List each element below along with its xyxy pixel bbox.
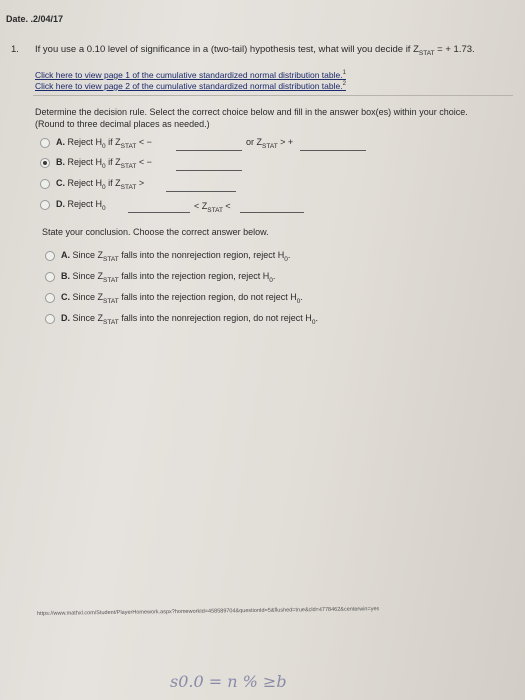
decision-option-d-between: < $Z_{STAT}$ <: [194, 201, 231, 214]
conclusion-radio-b[interactable]: [45, 272, 55, 282]
table-link-page-1[interactable]: Click here to view page 1 of the cumulative standardized normal distribution table.$^1$: [35, 70, 346, 80]
conclusion-option-a: A. Since $Z_{STAT}$ falls into the nonrejection region, reject $H_0$.: [61, 250, 291, 263]
decision-option-a: A. Reject $H_0$ if $Z_{STAT}$ < −: [56, 137, 152, 150]
decision-option-a-or: or $Z_{STAT}$ > +: [246, 137, 294, 150]
decision-radio-c[interactable]: [40, 179, 50, 189]
decision-a-upper-input[interactable]: [300, 150, 366, 151]
decision-option-b: B. Reject $H_0$ if $Z_{STAT}$ < −: [56, 157, 152, 170]
decision-option-c: C. Reject $H_0$ if $Z_{STAT}$ >: [56, 178, 145, 191]
instruction-rounding: (Round to three decimal places as needed.): [35, 119, 210, 129]
question-text: If you use a 0.10 level of significance in a (two-tail) hypothesis test, what will you decide if $Z_{STAT}$ = + 1.73.: [35, 44, 475, 57]
decision-radio-d[interactable]: [40, 200, 50, 210]
divider: [33, 95, 513, 96]
question-number: 1.: [11, 44, 19, 55]
conclusion-option-c: C. Since $Z_{STAT}$ falls into the rejection region, do not reject $H_0$.: [61, 292, 303, 305]
decision-radio-b[interactable]: [40, 158, 50, 168]
conclusion-radio-c[interactable]: [45, 293, 55, 303]
decision-d-lower-input[interactable]: [128, 212, 190, 213]
conclusion-radio-d[interactable]: [45, 314, 55, 324]
date-header: Date. .2/04/17: [6, 14, 64, 24]
decision-b-input[interactable]: [176, 170, 242, 171]
decision-c-input[interactable]: [166, 191, 236, 192]
conclusion-prompt: State your conclusion. Choose the correct answer below.: [42, 227, 269, 237]
conclusion-option-b: B. Since $Z_{STAT}$ falls into the rejection region, reject $H_0$.: [61, 271, 276, 284]
decision-option-d: D. Reject $H_0$: [56, 199, 106, 212]
decision-a-lower-input[interactable]: [176, 150, 242, 151]
handwritten-note: s0.0 = n % ≥b: [170, 672, 287, 691]
instruction-text: Determine the decision rule. Select the correct choice below and fill in the answer box(es) within your choice.: [35, 107, 468, 117]
conclusion-option-d: D. Since $Z_{STAT}$ falls into the nonrejection region, do not reject $H_0$.: [61, 313, 318, 326]
decision-d-upper-input[interactable]: [240, 212, 304, 213]
conclusion-radio-a[interactable]: [45, 251, 55, 261]
decision-radio-a[interactable]: [40, 138, 50, 148]
print-url: https://www.mathxl.com/Student/PlayerHomework.aspx?homeworkId=458589704&questionId=5&flushed=true&cld=4778462&centerwin=yes: [36, 606, 380, 617]
table-link-page-2[interactable]: Click here to view page 2 of the cumulative standardized normal distribution table.$^2$: [35, 81, 346, 91]
